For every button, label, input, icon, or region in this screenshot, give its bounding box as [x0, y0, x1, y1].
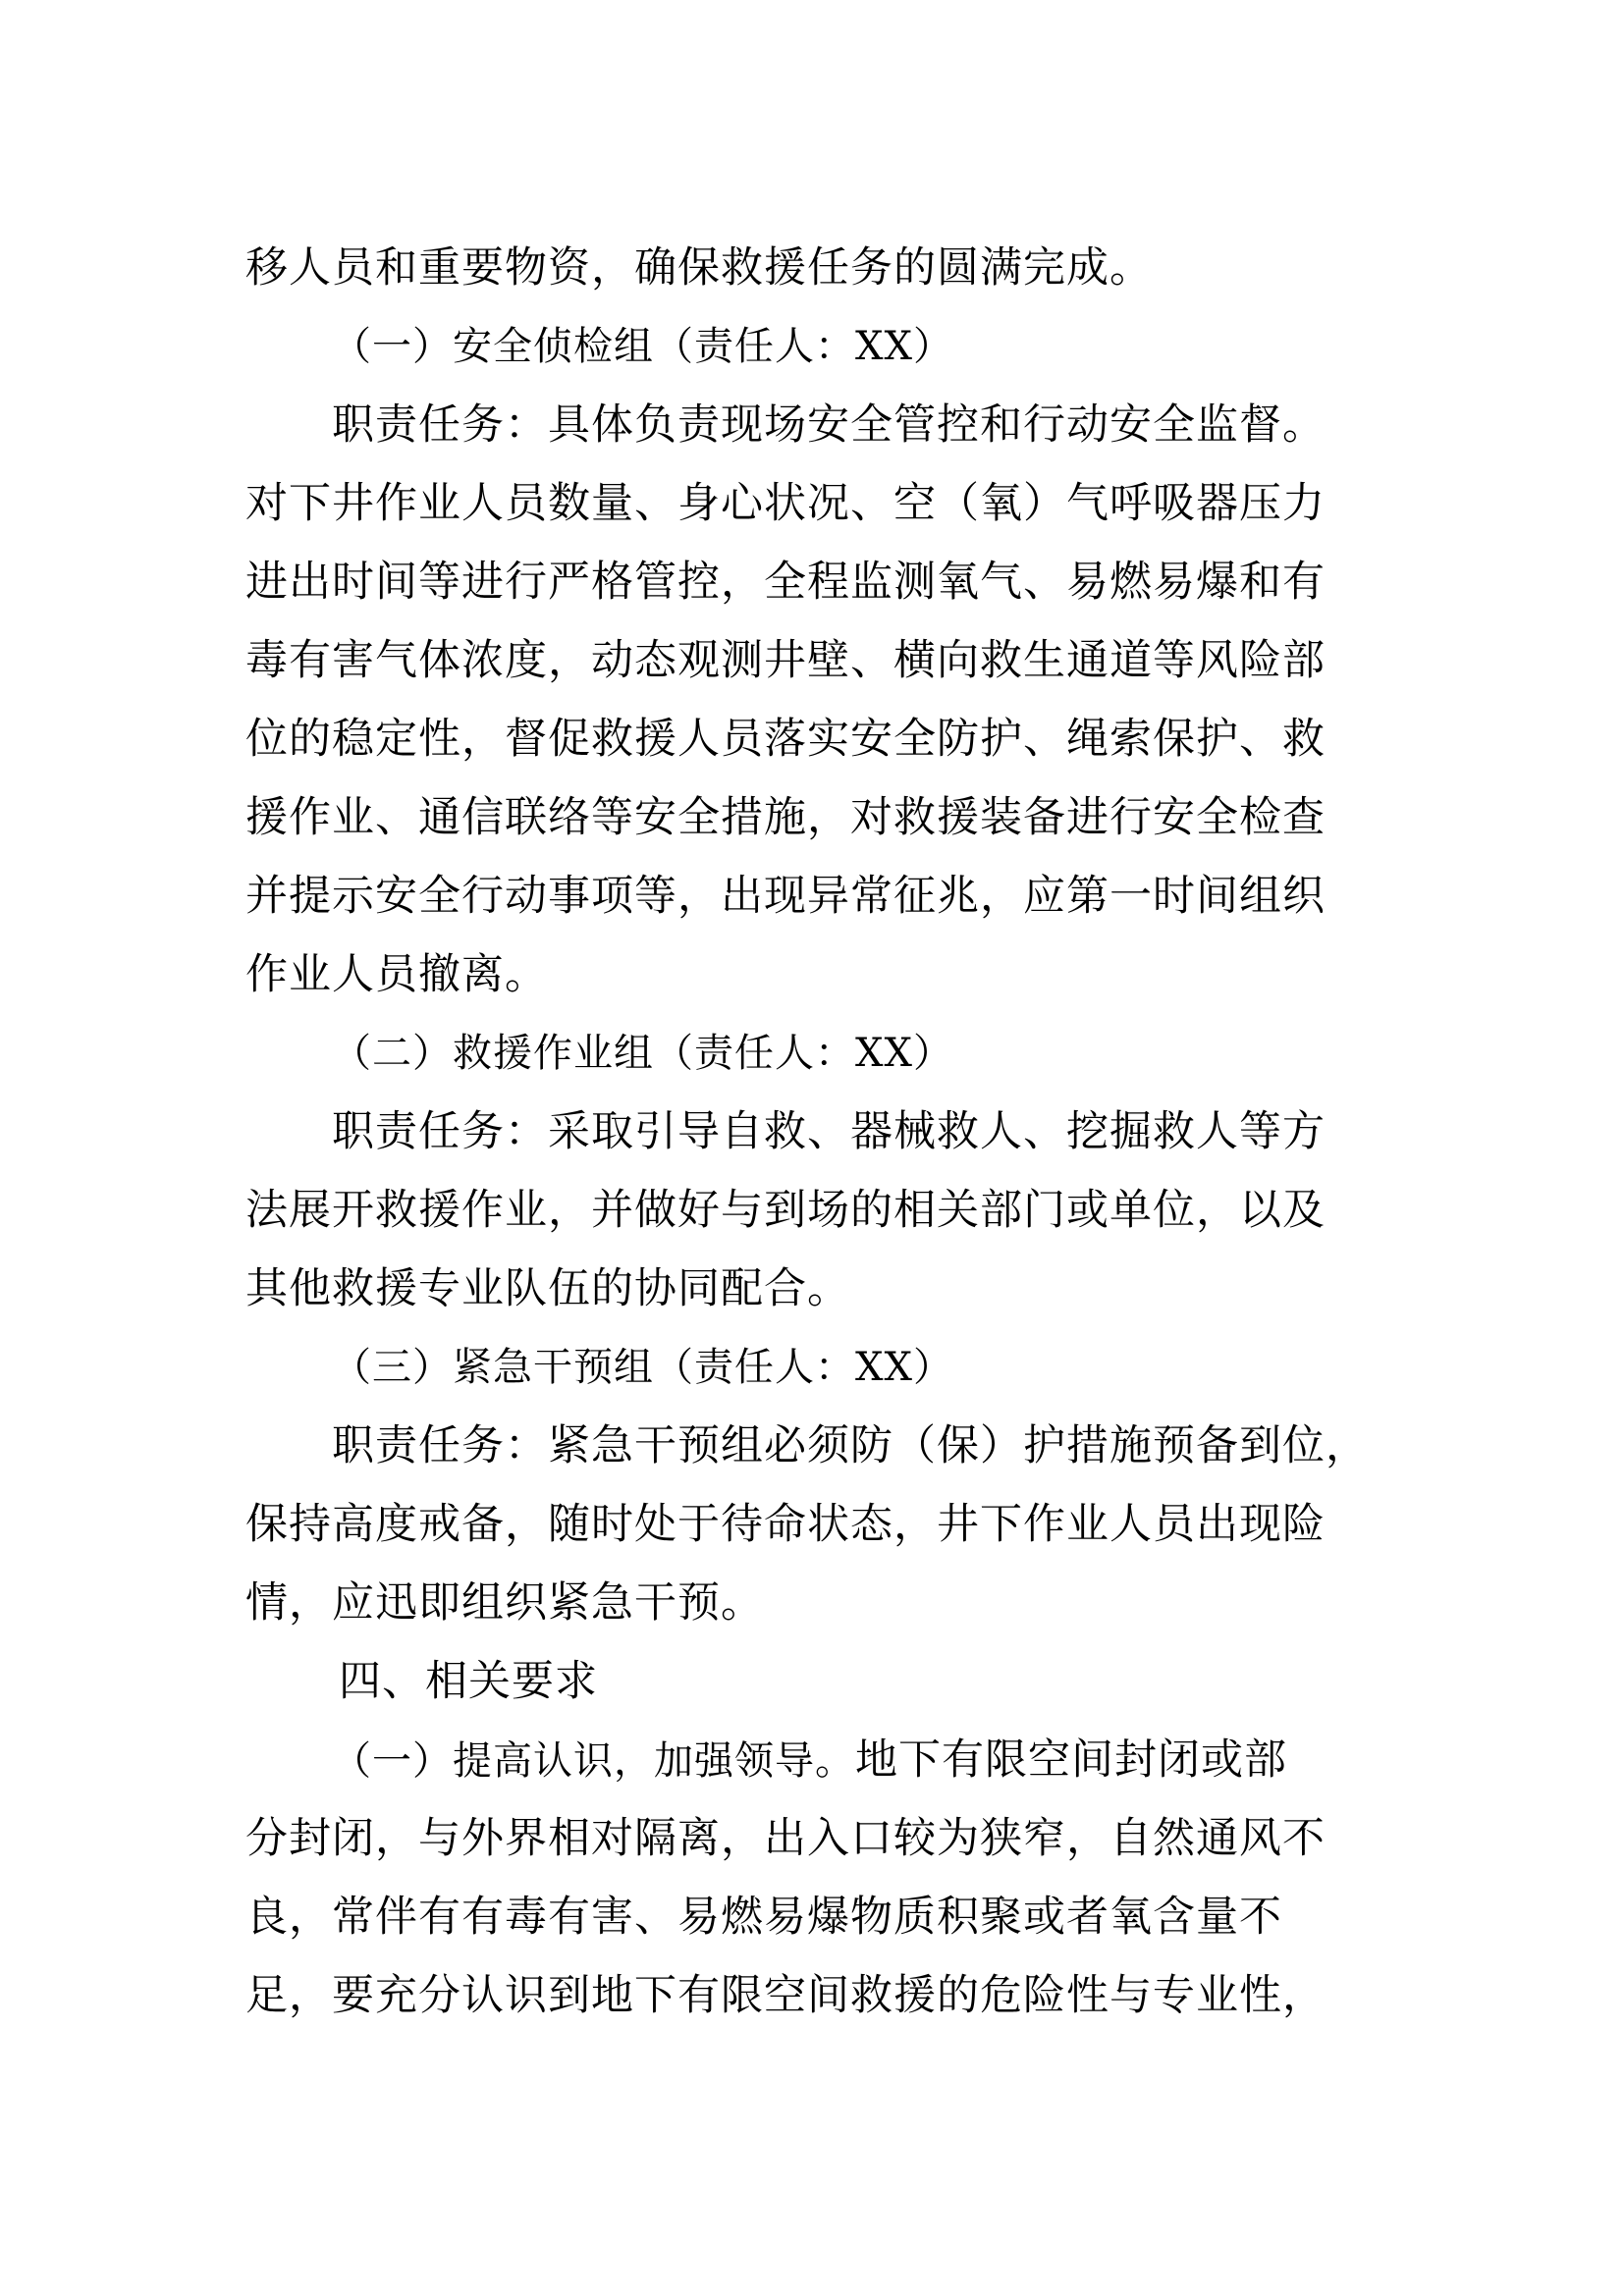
section-heading-safety-inspection: （一）安全侦检组（责任人：XX）	[332, 324, 953, 369]
text-line-6: 毒有害气体浓度，动态观测井壁、横向救生通道等风险部	[245, 636, 1325, 685]
section-heading-emergency-intervention: （三）紧急干预组（责任人：XX）	[332, 1345, 953, 1390]
text-line-14: 其他救援专业队伍的协同配合。	[245, 1264, 850, 1313]
text-line-21: 分封闭，与外界相对隔离，出入口较为狭窄，自然通风不	[245, 1814, 1325, 1863]
text-line-8: 援作业、通信联络等安全措施，对救援装备进行安全检查	[245, 793, 1325, 842]
text-line-1: 移人员和重要物资，确保救援任务的圆满完成。	[245, 243, 1153, 293]
chapter-heading-requirements: 四、相关要求	[339, 1657, 598, 1706]
text-line-3: 职责任务：具体负责现场安全管控和行动安全监督。	[332, 400, 1325, 450]
text-line-22: 良，常伴有有毒有害、易燃易爆物质积聚或者氧含量不	[245, 1893, 1282, 1942]
text-line-12: 职责任务：采取引导自救、器械救人、挖掘救人等方	[332, 1107, 1325, 1156]
text-line-16: 职责任务：紧急干预组必须防（保）护措施预备到位，	[332, 1421, 1369, 1470]
subheading-raise-awareness: （一）提高认识，加强领导。	[332, 1738, 855, 1784]
section-heading-rescue-operation: （二）救援作业组（责任人：XX）	[332, 1031, 953, 1076]
text-line-7: 位的稳定性，督促救援人员落实安全防护、绳索保护、救	[245, 715, 1325, 764]
text-line-5: 进出时间等进行严格管控，全程监测氧气、易燃易爆和有	[245, 558, 1325, 607]
text-line-23: 足，要充分认识到地下有限空间救援的危险性与专业性，	[245, 1971, 1325, 2020]
text-line-mixed	[332, 1731, 1287, 1789]
subheading-body-text: 地下有限空间封闭或部	[855, 1735, 1287, 1785]
text-line-13: 法展开救援作业，并做好与到场的相关部门或单位，以及	[245, 1186, 1325, 1235]
text-line-10: 作业人员撤离。	[245, 950, 548, 999]
text-line-4: 对下井作业人员数量、身心状况、空（氧）气呼吸器压力	[245, 479, 1325, 528]
text-line-9: 并提示安全行动事项等，出现异常征兆，应第一时间组织	[245, 872, 1325, 921]
text-line-17: 保持高度戒备，随时处于待命状态，井下作业人员出现险	[245, 1500, 1325, 1549]
text-line-18: 情，应迅即组织紧急干预。	[245, 1578, 764, 1628]
